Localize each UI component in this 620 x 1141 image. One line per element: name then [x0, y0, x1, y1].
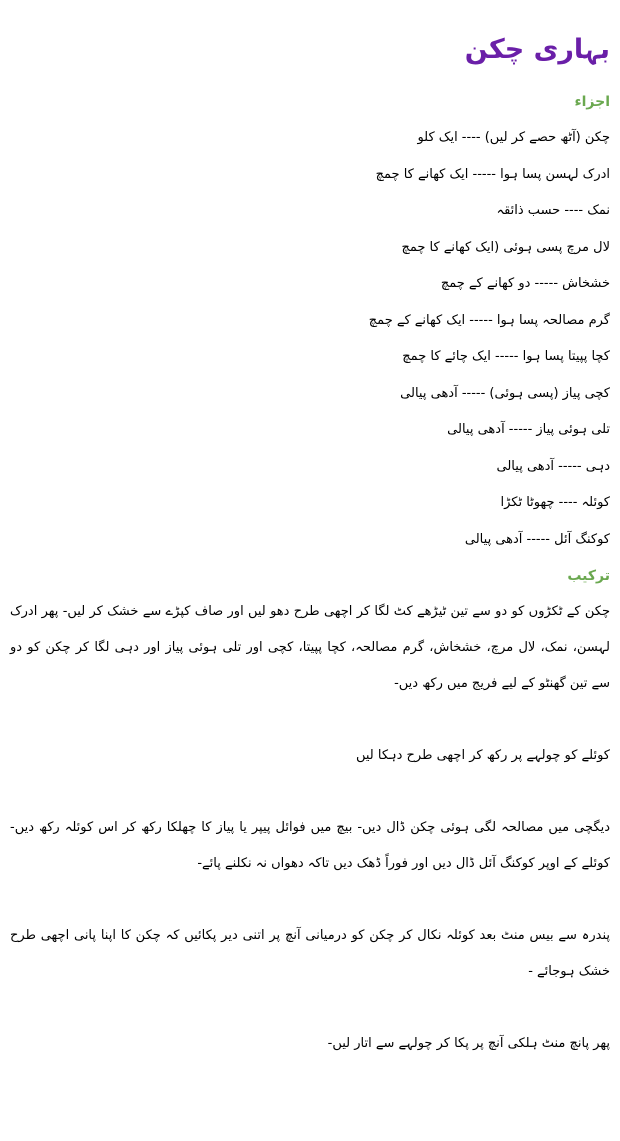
recipe-title: بہاری چکن: [464, 34, 610, 65]
ingredient-item: دہی ----- آدھی پیالی: [496, 458, 610, 474]
method-heading: ترکیب: [567, 568, 610, 584]
ingredient-item: کچی پیاز (پسی ہوئی) ----- آدھی پیالی: [400, 385, 610, 401]
ingredient-item: تلی ہوئی پیاز ----- آدھی پیالی: [447, 422, 610, 437]
method-step: دیگچی میں مصالحہ لگی ہوئی چکن ڈال دیں- بیچ میں فوائل پیپر یا پیاز کا چھلکا رکھ کر اس کوئلہ رکھ دیں- کوئلے کے اوپر کوکنگ آئل ڈال دیں اور فوراً ڈھک دیں تاکہ دھواں نہ نکلنے پائے-: [10, 820, 610, 871]
ingredient-item: لال مرچ پسی ہوئی (ایک کھانے کا چمچ: [401, 239, 610, 255]
ingredient-item: ادرک لہسن پسا ہوا ----- ایک کھانے کا چمچ: [375, 166, 610, 182]
ingredient-item: خشخاش ----- دو کھانے کے چمچ: [440, 276, 610, 291]
ingredient-item: کوئلہ ---- چھوٹا ٹکڑا: [500, 495, 610, 510]
method-steps: [10, 594, 610, 1062]
spacer: [10, 702, 610, 738]
method-step: کوئلے کو چولہے پر رکھ کر اچھی طرح دہکا لیں: [355, 748, 610, 763]
method-step: پھر پانچ منٹ ہلکی آنچ پر پکا کر چولہے سے اتار لیں-: [327, 1036, 610, 1051]
ingredients-list: [10, 120, 610, 558]
spacer: [10, 774, 610, 810]
ingredient-item: کچا پپیتا پسا ہوا ----- ایک چائے کا چمچ: [402, 349, 610, 364]
ingredient-item: گرم مصالحہ پسا ہوا ----- ایک کھانے کے چمچ: [368, 312, 610, 328]
ingredient-item: چکن (آٹھ حصے کر لیں) ---- ایک کلو: [417, 130, 610, 145]
method-step: پندرہ سے بیس منٹ بعد کوئلہ نکال کر چکن کو درمیانی آنچ پر اتنی دیر پکائیں کہ چکن کا اپنا پانی اچھی طرح خشک ہوجائے -: [10, 928, 610, 979]
spacer: [10, 882, 610, 918]
ingredients-heading: اجزاء: [574, 94, 610, 110]
spacer: [10, 990, 610, 1026]
ingredient-item: نمک ---- حسب ذائقہ: [496, 203, 610, 218]
method-step: چکن کے ٹکڑوں کو دو سے تین ٹیڑھے کٹ لگا کر اچھی طرح دھو لیں اور صاف کپڑے سے خشک کر لیں- پھر ادرک لہسن، نمک، لال مرچ، خشخاش، گرم مصالحہ، کچا پپیتا، کچی اور تلی ہوئی پیاز اور دہی لگا کر چکن کو دو سے تین گھنٹو کے لیے فریج میں رکھ دیں-: [10, 604, 610, 691]
ingredient-item: کوکنگ آئل ----- آدھی پیالی: [464, 531, 610, 547]
